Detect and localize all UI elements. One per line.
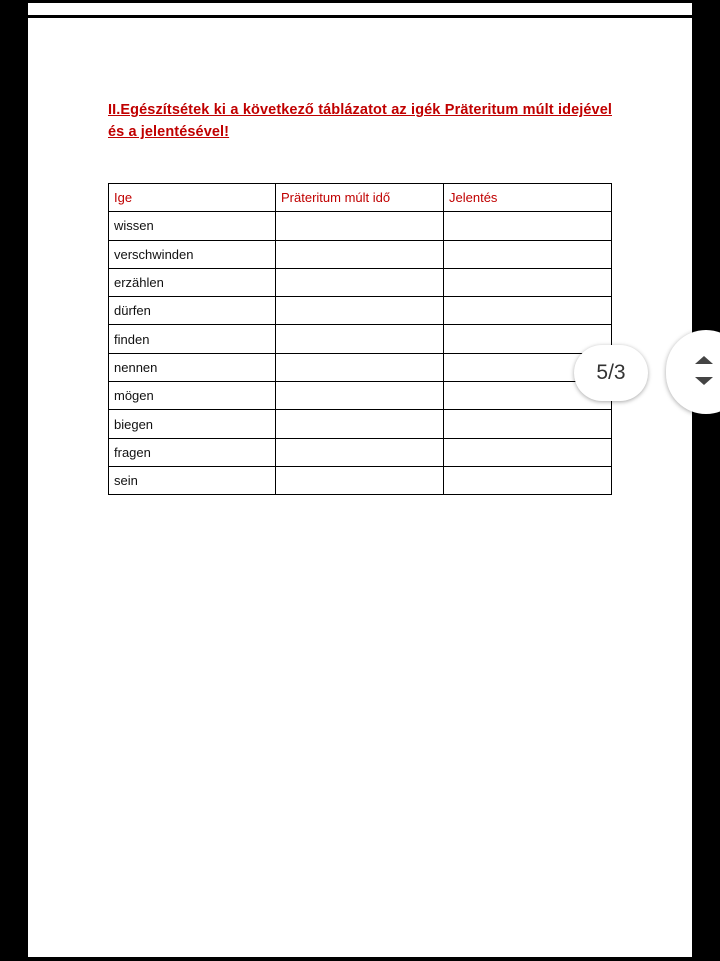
- prateritum-cell: [276, 212, 444, 240]
- document-page: [28, 18, 692, 957]
- page-indicator: 5/3: [574, 345, 648, 401]
- verb-cell: finden: [109, 325, 276, 353]
- table-row: [109, 438, 612, 466]
- prateritum-cell: [276, 268, 444, 296]
- table-row: [109, 268, 612, 296]
- previous-page-edge: [28, 3, 692, 15]
- table-row: [109, 382, 612, 410]
- verb-cell: verschwinden: [109, 240, 276, 268]
- table-row: [109, 297, 612, 325]
- meaning-cell: [444, 268, 612, 296]
- verb-cell: biegen: [109, 410, 276, 438]
- prateritum-cell: [276, 297, 444, 325]
- table-row: [109, 212, 612, 240]
- prateritum-cell: [276, 410, 444, 438]
- meaning-cell: [444, 297, 612, 325]
- header-prateritum: Präteritum múlt idő: [276, 184, 444, 212]
- meaning-cell: [444, 466, 612, 494]
- meaning-cell: [444, 240, 612, 268]
- prateritum-cell: [276, 353, 444, 381]
- meaning-cell: [444, 212, 612, 240]
- verb-cell: wissen: [109, 212, 276, 240]
- prateritum-cell: [276, 325, 444, 353]
- verb-cell: erzählen: [109, 268, 276, 296]
- meaning-cell: [444, 438, 612, 466]
- table-row: [109, 466, 612, 494]
- verb-cell: sein: [109, 466, 276, 494]
- arrow-up-icon: [695, 356, 713, 364]
- header-jelentes: Jelentés: [444, 184, 612, 212]
- table-row: [109, 325, 612, 353]
- prateritum-cell: [276, 240, 444, 268]
- table-header-row: [109, 184, 612, 212]
- verb-cell: dürfen: [109, 297, 276, 325]
- meaning-cell: [444, 410, 612, 438]
- prateritum-cell: [276, 382, 444, 410]
- verb-table: [108, 183, 612, 495]
- verb-cell: nennen: [109, 353, 276, 381]
- table-row: [109, 410, 612, 438]
- prateritum-cell: [276, 466, 444, 494]
- exercise-heading: II.Egészítsétek ki a következő táblázatot az igék Präteritum múlt idejével és a jelentésével!: [108, 102, 612, 140]
- verb-cell: mögen: [109, 382, 276, 410]
- verb-cell: fragen: [109, 438, 276, 466]
- header-ige: Ige: [109, 184, 276, 212]
- table-row: [109, 240, 612, 268]
- table-row: [109, 353, 612, 381]
- arrow-down-icon: [695, 377, 713, 385]
- prateritum-cell: [276, 438, 444, 466]
